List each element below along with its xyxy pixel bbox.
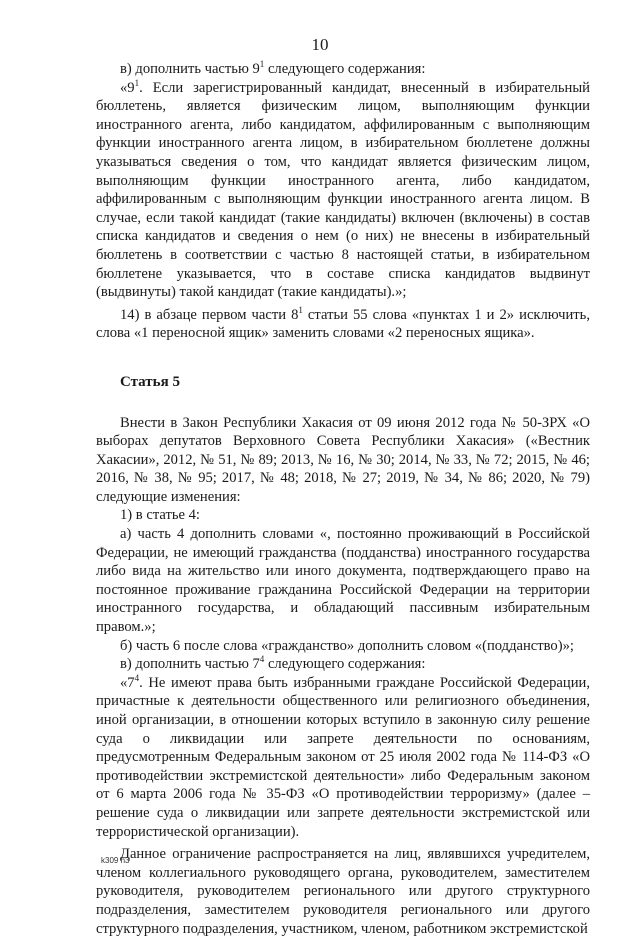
text: «7: [120, 674, 135, 691]
superscript: 4: [134, 672, 140, 683]
footer-code: k309 h3: [101, 856, 130, 865]
text: в) дополнить частью 9: [120, 61, 260, 77]
paragraph-introduce-changes: Внести в Закон Республики Хакасия от 09 июня 2012 года № 50-ЗРХ «О выборах депутатов Верховного Совета Республики Хакасия» («Вестник Хакасии», 2012, № 51, № 89; 2013, № 16, № 30; 2014, № 33, № 72; 2015, № 46; 2016, № 38, № 95; 2017, № 48; 2018, № 27; 2019, № 34, № 86; 2020, № 79) следующие изменения:: [96, 414, 590, 505]
text: следующего содержания:: [264, 61, 426, 77]
text: «9: [120, 79, 135, 96]
paragraph-part-7-4-text: [96, 674, 590, 841]
superscript: 1: [298, 304, 303, 315]
paragraph-restriction: Данное ограничение распространяется на лиц, являвшихся учредителем, членом коллегиального руководящего органа, руководителем, заместителем руководителя, руководителем регионального или другого структурного подразделения, заместителем руководителя регионального или другого структурного подразделения, участником, членом, работником экстремистской: [96, 846, 590, 937]
page-number: 10: [311, 35, 329, 54]
paragraph-part-9-1-text: [96, 79, 590, 302]
text: статьи 55 слова «пунктах 1 и 2» исключить, слова «1 переносной ящик» заменить словами «2 переносных ящика».: [96, 306, 590, 342]
paragraph-sub-a: а) часть 4 дополнить словами «, постоянно проживающий в Российской Федерации, не имеющий гражданства (подданства) иностранного государства либо вида на жительство или иного документа, подтверждающего право на постоянное проживание гражданина Российской Федерации на территории иностранного государства, и обладающий пассивным избирательным правом.»;: [96, 526, 590, 636]
paragraph-amend-part-9-1: [96, 60, 590, 79]
article-heading: Статья 5: [120, 373, 180, 390]
paragraph-item-1: 1) в статье 4:: [120, 507, 200, 524]
superscript: 1: [259, 59, 265, 70]
paragraph-item-14: [96, 306, 590, 343]
text: . Если зарегистрированный кандидат, внесенный в избирательный бюллетень, является физическим лицом, выполняющим функции иностранного агента, либо кандидатом, аффилированным с выполняющим функции иностранного агента лицом, в избирательном бюллетене должны указываться сведения о том, что кандидат является физическим лицом, выполняющим функции иностранного агента, либо кандидатом, аффилированным с выполняющим функции иностранного агента лицом. В случае, если такой кандидат (такие кандидаты) включен (включены) в состав списка кандидатов и сведения о нем (о них) не внесены в избирательный бюллетень в соответствии с частью 8 настоящей статьи, в избирательном бюллетене указывается, что в составе списка кандидатов выдвинут (выдвинуты) такой кандидат (такие кандидаты).»;: [96, 79, 590, 301]
text: 14) в абзаце первом части 8: [120, 306, 299, 323]
paragraph-sub-v: [96, 655, 590, 674]
paragraph-sub-b: б) часть 6 после слова «гражданство» дополнить словом «(подданство)»;: [120, 637, 574, 654]
superscript: 4: [259, 654, 265, 665]
document-body: [96, 60, 590, 938]
text: следующего содержания:: [264, 656, 426, 673]
superscript: 1: [134, 77, 140, 88]
text: в) дополнить частью 7: [120, 656, 260, 673]
text: . Не имеют права быть избранными граждане Российской Федерации, причастные к деятельности общественного или религиозного объединения, иной организации, в отношении которых вступило в законную силу решение суда о ликвидации или запрете деятельности по основаниям, предусмотренным Федеральным законом от 25 июля 2002 года № 114-ФЗ «О противодействии экстремистской деятельности» либо Федеральным законом от 6 марта 2006 года № 35-ФЗ «О противодействии терроризму» (далее – решение суда о ликвидации или запрете деятельности экстремистской или террористической организации).: [96, 674, 590, 840]
